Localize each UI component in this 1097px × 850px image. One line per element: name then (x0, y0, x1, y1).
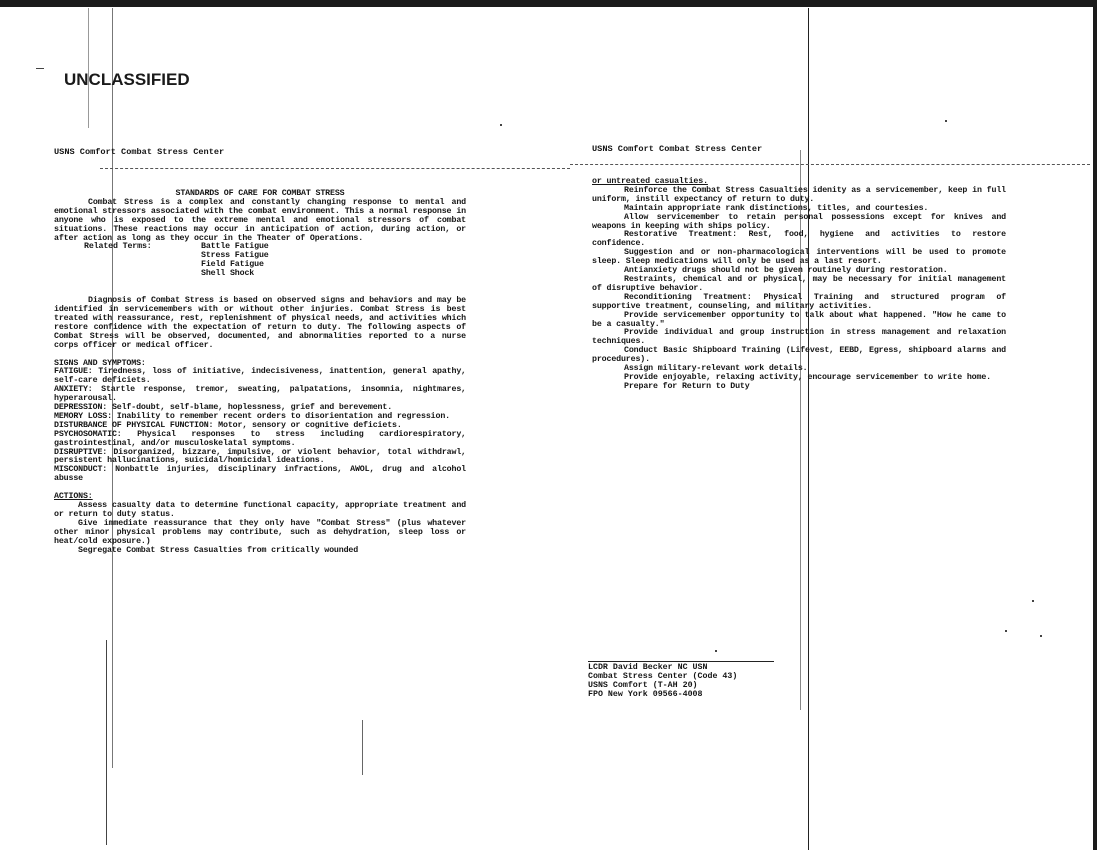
scan-speck (500, 124, 502, 126)
signature-rule (588, 661, 774, 662)
continuation-text: or untreated casualties. (592, 177, 708, 186)
sign-item: DISTURBANCE OF PHYSICAL FUNCTION: Motor, sensory or cognitive deficiets. (54, 420, 402, 430)
related-term: Battle Fatigue (201, 242, 269, 252)
sign-item: FATIGUE: Tiredness, loss of initiative, indecisiveness, inattention, general apathy, self-care deficiets. (54, 367, 471, 386)
actions-heading: ACTIONS: (54, 492, 93, 502)
signature-block (588, 664, 737, 700)
action-item: Give immediate reassurance that they only have "Combat Stress" (plus whatever other minor physical problems may contribute, such as dehydration, sleep loss or heat/cold exposure.) (54, 518, 471, 546)
sign-item: MEMORY LOSS: Inability to remember recent orders to disorientation and regression. (54, 411, 450, 421)
care-item: Restorative Treatment: Rest, food, hygiene and activities to restore confidence. (592, 230, 1011, 249)
right-column (592, 177, 1011, 392)
related-term: Stress Fatigue (201, 251, 269, 261)
scan-speck (1040, 635, 1042, 637)
care-item: Antianxiety drugs should not be given routinely during restoration. (624, 266, 948, 276)
left-page-header: USNS Comfort Combat Stress Center (54, 147, 225, 157)
scan-speck (1032, 600, 1034, 602)
related-term: Shell Shock (201, 269, 255, 279)
scan-border-top (0, 0, 1097, 7)
classification-marking: UNCLASSIFIED (64, 70, 190, 89)
scan-line (106, 640, 107, 845)
care-item: Assign military-relevant work details. (624, 364, 808, 374)
related-term: Field Fatigue (201, 260, 264, 270)
left-column (54, 189, 471, 556)
sign-item: ANXIETY: Startle response, tremor, sweating, palpatations, insomnia, nightmares, hyperarousal. (54, 385, 471, 404)
scan-border-right (1093, 0, 1097, 850)
sign-item: PSYCHOSOMATIC: Physical responses to stress including cardiorespiratory, gastrointestinal, and/or musculoskelatal symptoms. (54, 429, 471, 448)
action-item: Segregate Combat Stress Casualties from critically wounded (78, 545, 359, 555)
header-rule (570, 164, 1090, 166)
care-item: Provide enjoyable, relaxing activity, encourage servicemember to write home. (624, 372, 992, 382)
scan-speck (715, 650, 717, 652)
care-item: Reinforce the Combat Stress Casualties idenity as a servicemember, keep in full uniform, instill expectancy of return to duty. (592, 185, 1011, 204)
care-item: Prepare for Return to Duty (624, 381, 750, 391)
signs-heading: SIGNS AND SYMPTOMS: (54, 358, 146, 368)
scan-line (88, 8, 89, 128)
care-item: Restraints, chemical and or physical, may be necessary for initial management of disruptive behavior. (592, 274, 1011, 293)
sign-item: MISCONDUCT: Nonbattle injuries, disciplinary infractions, AWOL, drug and alcohol abusse (54, 465, 471, 484)
care-item: Conduct Basic Shipboard Training (Lifevest, EEBD, Egress, shipboard alarms and procedures). (592, 346, 1011, 365)
care-item: Maintain appropriate rank distinctions, titles, and courtesies. (624, 203, 929, 213)
scan-speck (945, 120, 947, 122)
signature-line: FPO New York 09566-4008 (588, 689, 703, 699)
action-item: Assess casualty data to determine functional capacity, appropriate treatment and or return to duty status. (54, 501, 471, 519)
sign-item: DEPRESSION: Self-doubt, self-blame, hoplessness, grief and berevement. (54, 403, 393, 413)
scan-line (362, 720, 363, 775)
intro-paragraph: Combat Stress is a complex and constantly changing response to mental and emotional stressors associated with the combat environment. This a normal response in anyone who is exposed to the extreme mental and emotional stressors of combat situations. These reactions may occur in anticipation of action, during action, or after action as long as they occur in the Theater of Operations. (54, 197, 471, 243)
document-title: STANDARDS OF CARE FOR COMBAT STRESS (175, 189, 345, 198)
diagnosis-paragraph: Diagnosis of Combat Stress is based on observed signs and behaviors and may be identified in servicemembers with or without other injuries. Combat Stress is best treated with reassurance, rest, replenishment of physical needs, and activities which restore confidence with the expectation of return to duty. The following aspects of Combat Stress will be observed, documented, and abnormalities reported to a nurse corps officer or medical officer. (54, 296, 471, 350)
related-terms-label: Related Terms: (84, 242, 152, 252)
signature-name: LCDR David Becker NC USN (588, 663, 708, 672)
care-item: Suggestion and or non-pharmacological interventions will be used to promote sleep. Sleep medications will only be used as a last resort. (592, 248, 1011, 267)
scan-speck (36, 68, 44, 69)
right-page-header: USNS Comfort Combat Stress Center (592, 144, 763, 154)
care-item: Allow servicemember to retain personal possessions except for knives and weapons in keeping with ships policy. (592, 212, 1011, 231)
signature-line: Combat Stress Center (Code 43) (588, 671, 738, 681)
care-item: Provide individual and group instruction in stress management and relaxation techniques. (592, 328, 1011, 347)
care-item: Provide servicemember opportunity to talk about what happened. "How he came to be a casualty." (592, 310, 1011, 329)
signature-line: USNS Comfort (T-AH 20) (588, 680, 698, 690)
sign-item: DISRUPTIVE: Disorganized, bizzare, impulsive, or violent behavior, total withdrawl, persistent hallucinations, suicidal/homicidal ideations. (54, 447, 471, 466)
fold-line (808, 8, 809, 850)
care-item: Reconditioning Treatment: Physical Training and structured program of supportive treatment, counseling, and military activities. (592, 292, 1011, 311)
scan-speck (1005, 630, 1007, 632)
header-rule (100, 168, 570, 170)
